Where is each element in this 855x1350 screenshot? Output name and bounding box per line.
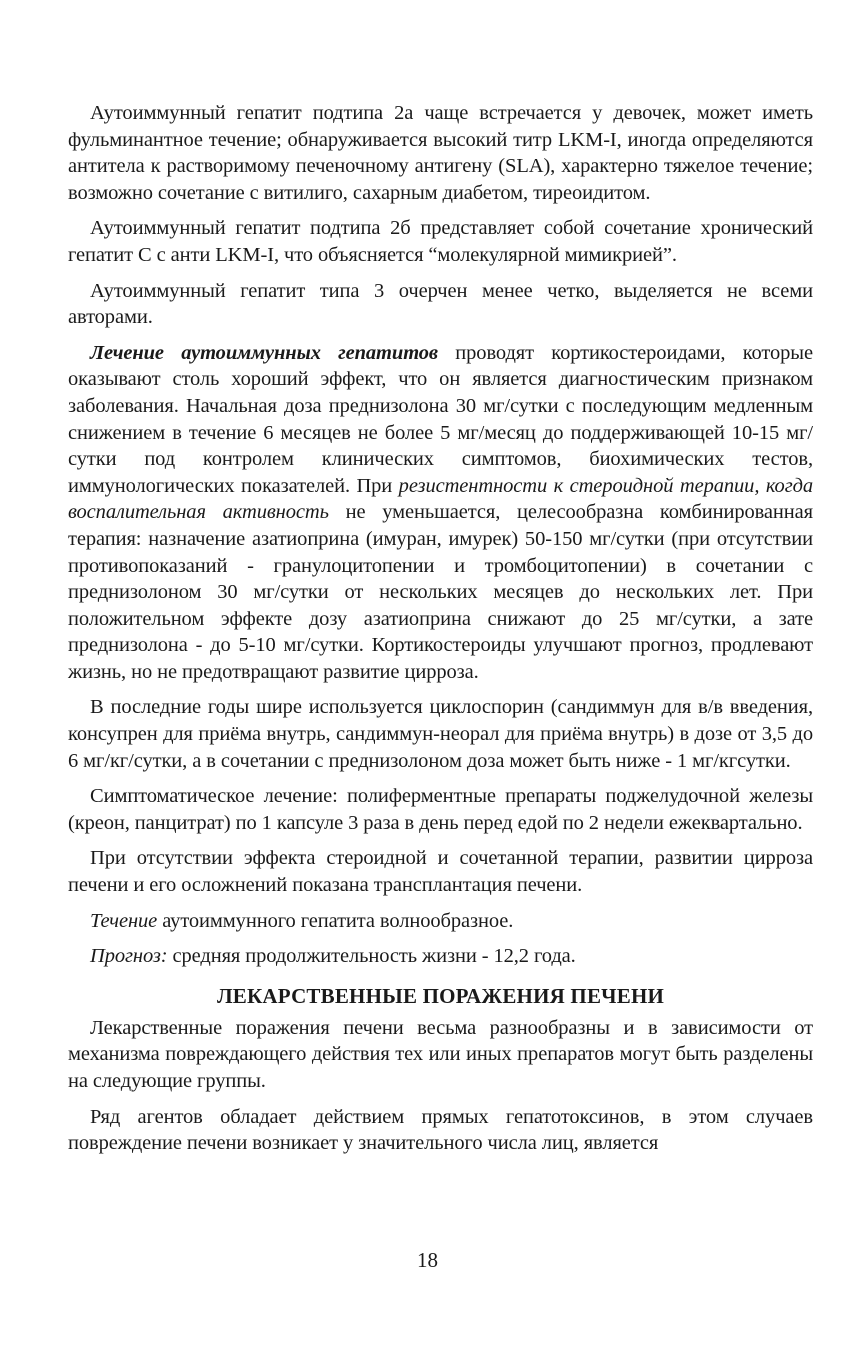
page-body [68, 100, 813, 1166]
paragraph-subtype-2a: Аутоиммунный гепатит подтипа 2а чаще встречается у девочек, может иметь фульминантное течение; обнаруживается высокий титр LKM-I, иногда определяются антитела к растворимому печеночному антигену (SLA), характерно тяжелое течение; возможно сочетание с витилиго, сахарным диабетом, тиреоидитом. [68, 102, 813, 204]
prognosis-text: средняя продолжительность жизни - 12,2 года. [167, 945, 576, 968]
page-number: 18 [417, 1248, 438, 1272]
section-heading: ЛЕКАРСТВЕННЫЕ ПОРАЖЕНИЯ ПЕЧЕНИ [216, 983, 665, 1008]
paragraph-course [68, 908, 813, 935]
paragraph-transplant: При отсутствии эффекта стероидной и сочетанной терапии, развитии цирроза печени и его осложнений показана трансплантация печени. [68, 847, 813, 897]
paragraph-type-3: Аутоиммунный гепатит типа 3 очерчен менее четко, выделяется не всеми авторами. [68, 279, 813, 329]
treatment-italic: резистентности к стероидной терапии, когда воспалительная активность [68, 474, 814, 524]
paragraph-drug-lesions: Лекарственные поражения печени весьма разнообразны и в зависимости от механизма повреждающего действия тех или иных препаратов могут быть разделены на следующие группы. [68, 1016, 813, 1092]
treatment-text-b: не уменьшается, целесообразна комбинированная терапия: назначение азатиоприна (имуран, имурек) 50-150 мг/сутки (при отсутствии противопоказаний - гранулоцитопении и тромбоцитопении) в сочетании с преднизолоном 30 мг/сутки от нескольких месяцев до нескольких лет. При положительном эффекте дозу азатиоприна снижают до 25 мг/сутки, а зате преднизолона - до 5-10 мг/сутки. Кортикостероиды улучшают прогноз, продлевают жизнь, но не предотвращают развитие цирроза. [68, 501, 814, 683]
paragraph-prognosis [68, 943, 813, 970]
treatment-text-a: проводят кортикостероидами, которые оказывают столь хороший эффект, что он является диагностическим признаком заболевания. Начальная доза преднизолона 30 мг/сутки с последующим медленным снижением в течение 6 месяцев не более 5 мг/месяц до поддерживающей 10-15 мг/сутки под контролем клинических симптомов, биохимических тестов, иммунологических показателей. При [68, 341, 813, 497]
treatment-heading: Лечение аутоиммунных гепатитов [90, 341, 438, 364]
paragraph-subtype-2b: Аутоиммунный гепатит подтипа 2б представляет собой сочетание хронический гепатит С с анти LKM-I, что объясняется “молекулярной мимикрией”. [68, 217, 813, 266]
paragraph-hepatotoxins: Ряд агентов обладает действием прямых гепатотоксинов, в этом случаев повреждение печени возникает у значительного числа лиц, является [68, 1105, 813, 1155]
paragraph-cyclosporin: В последние годы шире используется циклоспорин (сандиммун для в/в введения, консупрен для приёма внутрь, сандиммун-неорал для приёма внутрь) в дозе от 3,5 до 6 мг/кг/сутки, а в сочетании с преднизолоном доза может быть ниже - 1 мг/кгсутки. [68, 696, 813, 772]
course-text: аутоиммунного гепатита волнообразное. [157, 909, 514, 932]
paragraph-symptomatic: Симптоматическое лечение: полиферментные препараты поджелудочной железы (креон, панцитрат) по 1 капсуле 3 раза в день перед едой по 2 недели ежеквартально. [68, 785, 813, 834]
prognosis-label: Прогноз: [90, 945, 168, 968]
course-label: Течение [90, 909, 158, 932]
paragraph-treatment [68, 340, 813, 686]
